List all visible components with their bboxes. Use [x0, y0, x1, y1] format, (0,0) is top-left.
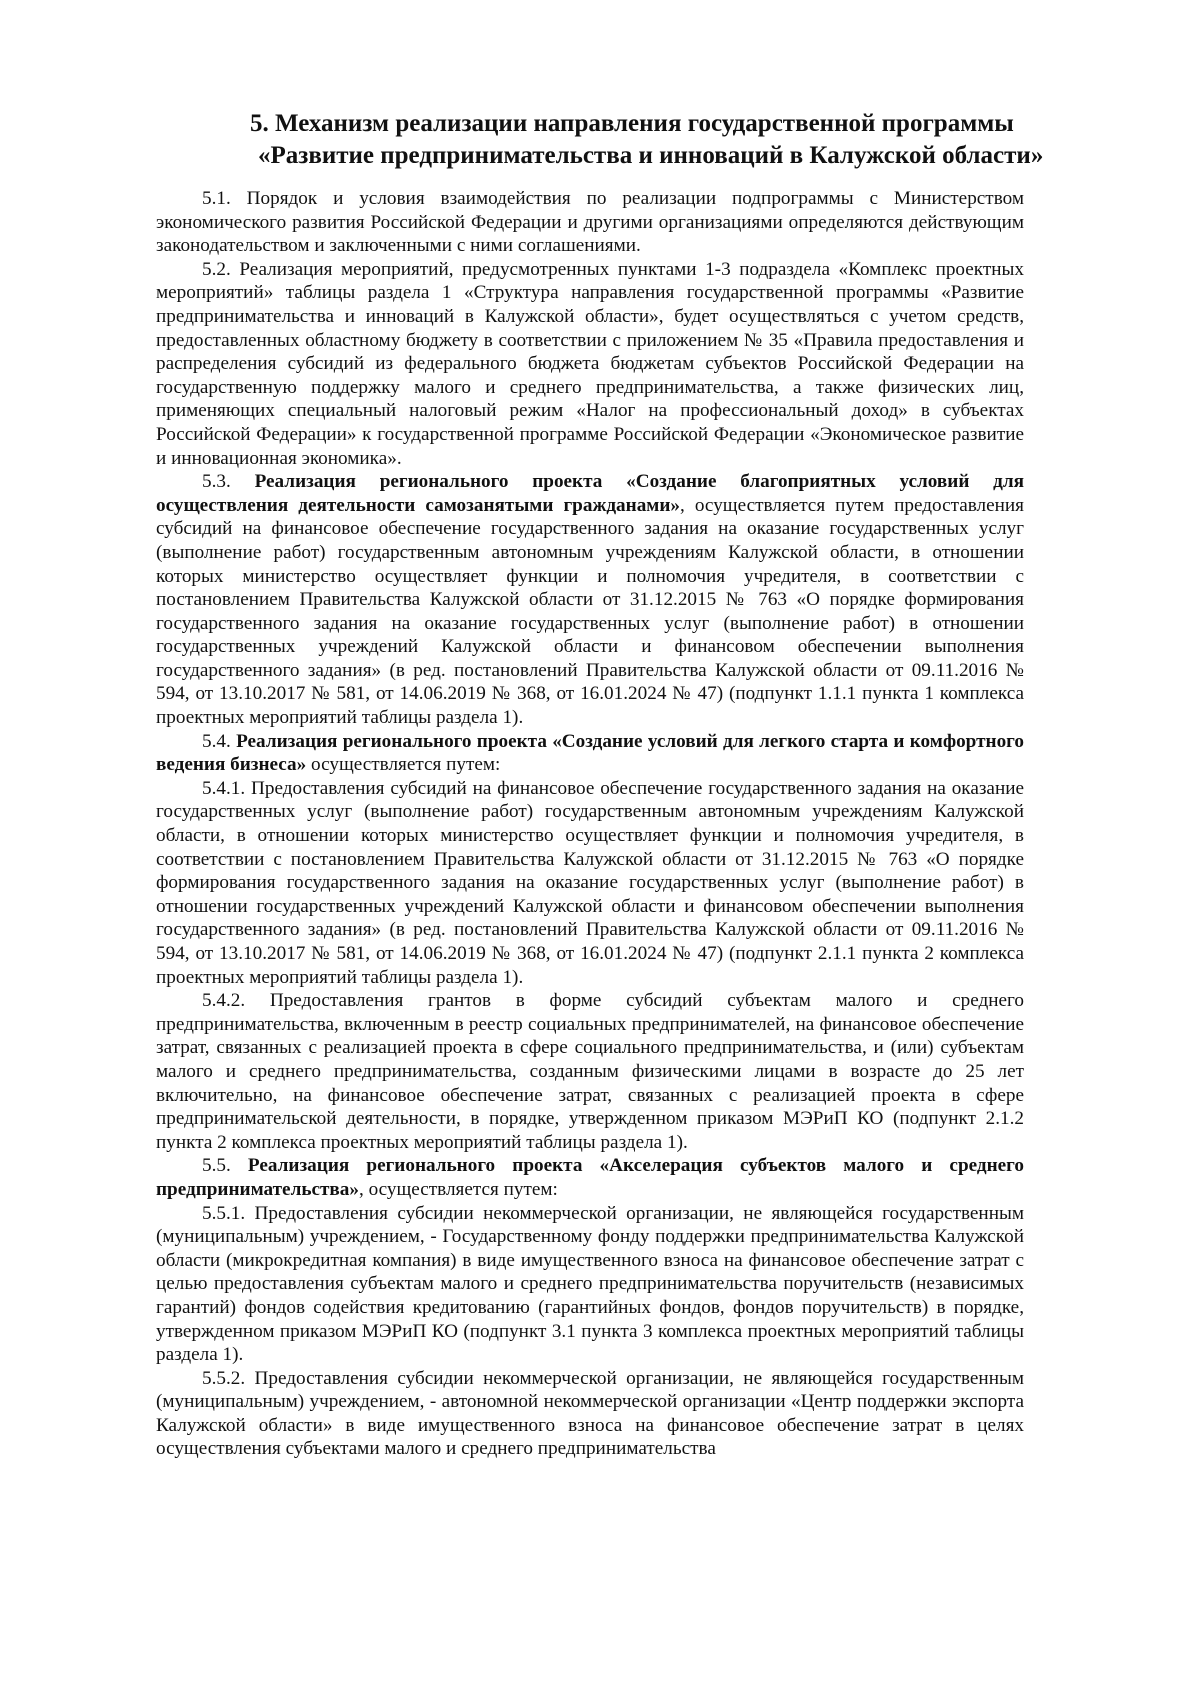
paragraph-5-2: 5.2. Реализация мероприятий, предусмотренных пунктами 1-3 подраздела «Комплекс проектных мероприятий» таблицы раздела 1 «Структура направления государственной программы «Развитие предпринимательства и инноваций в Калужской области», будет осуществляться с учетом средств, предоставленных областному бюджету в соответствии с приложением № 35 «Правила предоставления и распределения субсидий из федерального бюджета бюджетам субъектов Российской Федерации на государственную поддержку малого и среднего предпринимательства, а также физических лиц, применяющих специальный налоговый режим «Налог на профессиональный доход» в субъектах Российской Федерации» к государственной программе Российской Федерации «Экономическое развитие и инновационная экономика».: [156, 258, 1024, 469]
paragraph-5-4-1: 5.4.1. Предоставления субсидий на финансовое обеспечение государственного задания на оказание государственных услуг (выполнение работ) государственным автономным учреждениям Калужской области, в отношении которых министерство осуществляет функции и полномочия учредителя, в соответствии с постановлением Правительства Калужской области от 31.12.2015 № 763 «О порядке формирования государственного задания на оказание государственных услуг (выполнение работ) в отношении государственных учреждений Калужской области и финансовом обеспечении выполнения государственного задания» (в ред. постановлений Правительства Калужской области от 09.11.2016 № 594, от 13.10.2017 № 581, от 14.06.2019 № 368, от 16.01.2024 № 47) (подпункт 2.1.1 пункта 2 комплекса проектных мероприятий таблицы раздела 1).: [156, 777, 1024, 988]
document-body: [156, 187, 1024, 1461]
heading-line-1: 5. Механизм реализации направления государственной программы: [250, 110, 1014, 137]
paragraph-5-5-2: 5.5.2. Предоставления субсидии некоммерческой организации, не являющейся государственным (муниципальным) учреждением, - автономной некоммерческой организации «Центр поддержки экспорта Калужской области» в виде имущественного взноса на финансовое обеспечение затрат в целях осуществления субъектами малого и среднего предпринимательства: [156, 1367, 1024, 1460]
paragraph-5-4-text: осуществляется путем:: [306, 754, 501, 776]
paragraph-5-3-number: 5.3.: [202, 471, 255, 493]
paragraph-5-5-1: 5.5.1. Предоставления субсидии некоммерческой организации, не являющейся государственным (муниципальным) учреждением, - Государственному фонду поддержки предпринимательства Калужской области (микрокредитная компания) в виде имущественного взноса на финансовое обеспечение затрат с целью предоставления субъектам малого и среднего предпринимательства поручительств (независимых гарантий) фондов содействия кредитованию (гарантийных фондов, фондов поручительств) в порядке, утвержденном приказом МЭРиП КО (подпункт 3.1 пункта 3 комплекса проектных мероприятий таблицы раздела 1).: [156, 1202, 1024, 1366]
paragraph-5-5: [156, 1154, 1024, 1201]
paragraph-5-5-project-title: Реализация регионального проекта «Акселерация субъектов малого и среднего предпринимательства»: [156, 1155, 1024, 1200]
paragraph-5-3: [156, 470, 1024, 730]
paragraph-5-5-text: , осуществляется путем:: [358, 1178, 558, 1200]
paragraph-5-3-project-title: Реализация регионального проекта «Создание благоприятных условий для осуществления деятельности самозанятыми гражданами»: [156, 471, 1025, 516]
paragraph-5-5-number: 5.5.: [202, 1155, 248, 1177]
section-heading: [250, 108, 1070, 172]
paragraph-5-4-2: 5.4.2. Предоставления грантов в форме субсидий субъектам малого и среднего предпринимательства, включенным в реестр социальных предпринимателей, на финансовое обеспечение затрат, связанных с реализацией проекта в сфере социального предпринимательства, и (или) субъектам малого и среднего предпринимательства, созданным физическими лицами в возрасте до 25 лет включительно, на финансовое обеспечение затрат, связанных с реализацией проекта в сфере предпринимательской деятельности, в порядке, утвержденном приказом МЭРиП КО (подпункт 2.1.2 пункта 2 комплекса проектных мероприятий таблицы раздела 1).: [156, 990, 1024, 1153]
heading-line-2: «Развитие предпринимательства и инноваций в Калужской области»: [258, 142, 1044, 169]
paragraph-5-4-project-title: Реализация регионального проекта «Создание условий для легкого старта и комфортного ведения бизнеса»: [156, 730, 1025, 776]
paragraph-5-1: 5.1. Порядок и условия взаимодействия по реализации подпрограммы с Министерством экономического развития Российской Федерации и другими организациями определяются действующим законодательством и заключенными с ними соглашениями.: [156, 188, 1024, 257]
paragraph-5-4-number: 5.4.: [202, 730, 237, 752]
paragraph-5-3-text: , осуществляется путем предоставления субсидий на финансовое обеспечение государственного задания на оказание государственных услуг (выполнение работ) государственным автономным учреждениям Калужской области, в отношении которых министерство осуществляет функции и полномочия учредителя, в соответствии с постановлением Правительства Калужской области от 31.12.2015 № 763 «О порядке формирования государственного задания на оказание государственных услуг (выполнение работ) в отношении государственных учреждений Калужской области и финансовом обеспечении выполнения государственного задания» (в ред. постановлений Правительства Калужской области от 09.11.2016 № 594, от 13.10.2017 № 581, от 14.06.2019 № 368, от 16.01.2024 № 47) (подпункт 1.1.1 пункта 1 комплекса проектных мероприятий таблицы раздела 1).: [156, 494, 1024, 729]
paragraph-5-4: [156, 730, 1024, 777]
